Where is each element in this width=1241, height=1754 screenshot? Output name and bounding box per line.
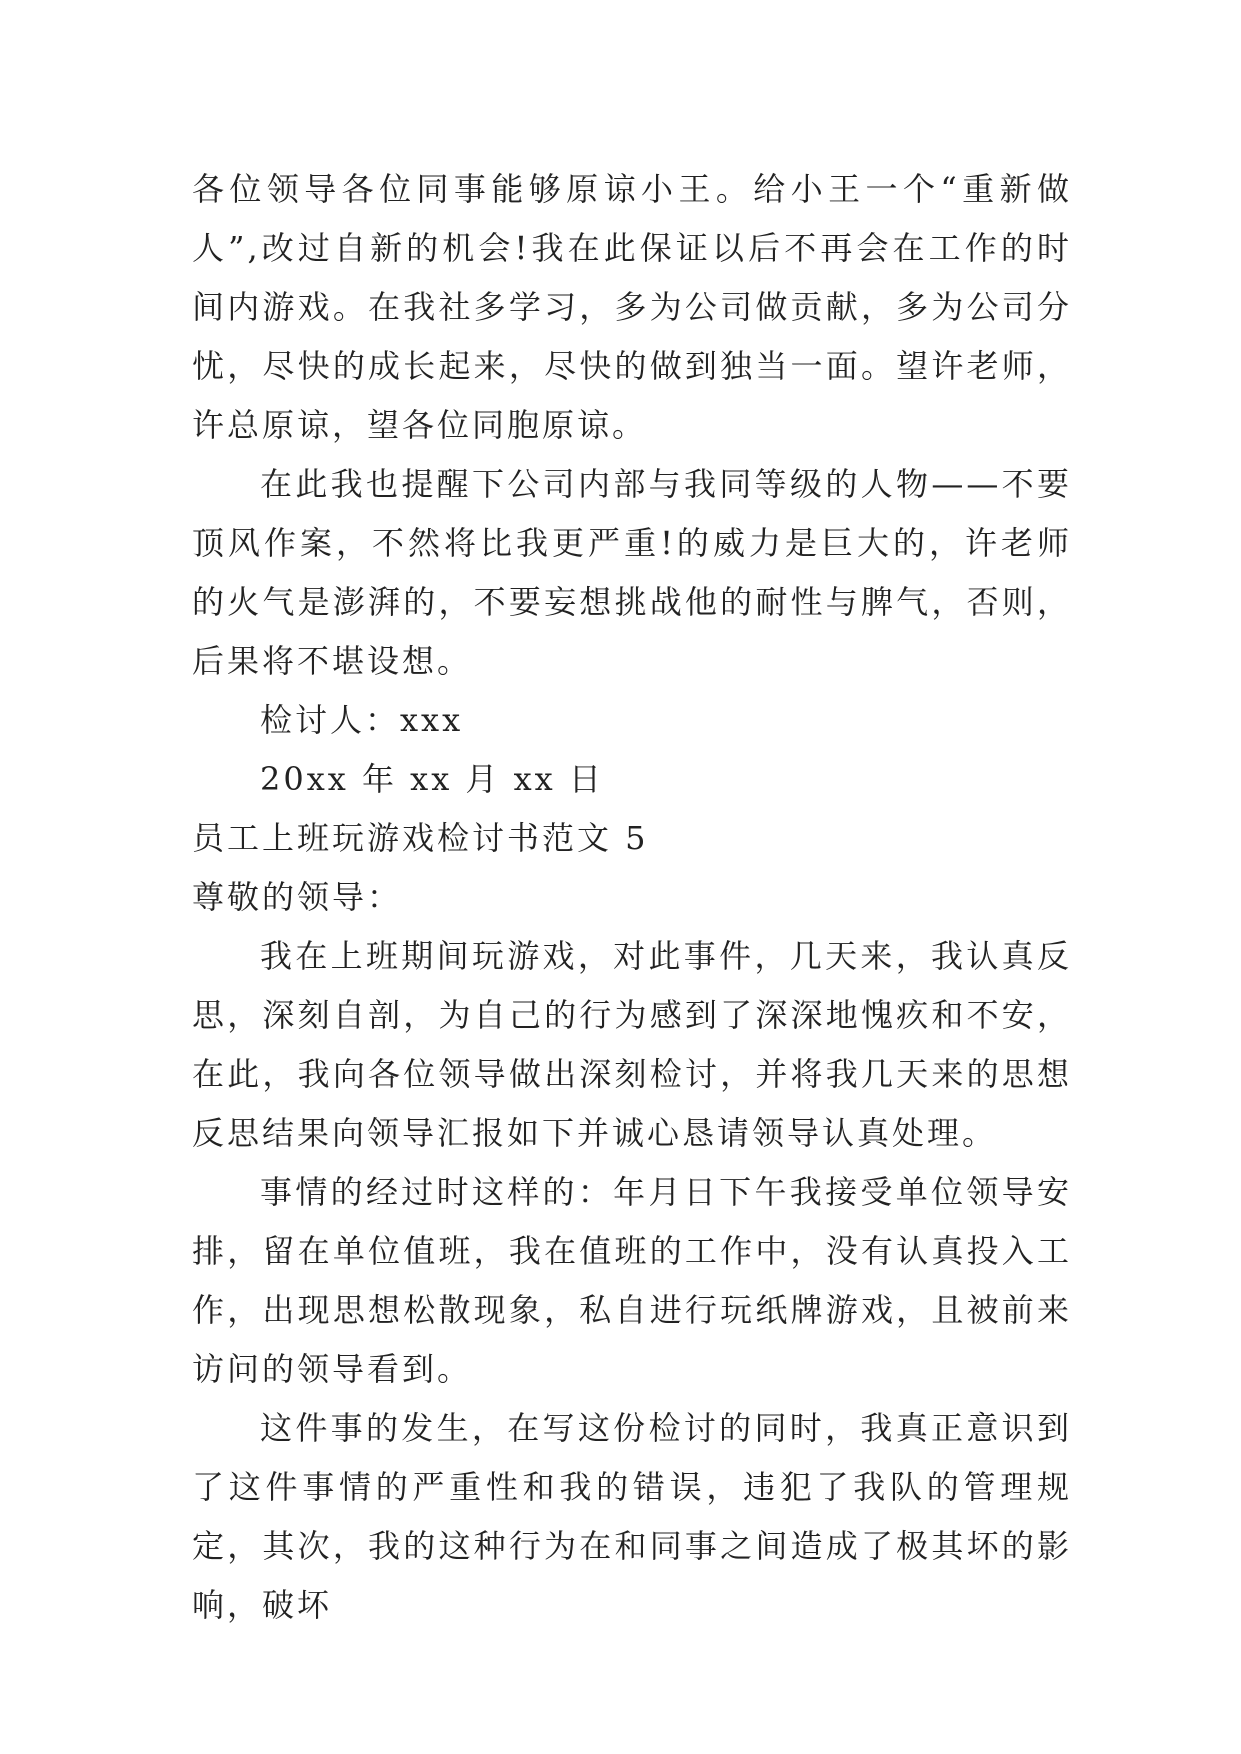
document-body (192, 160, 1072, 1635)
section-title: 员工上班玩游戏检讨书范文 5 (192, 819, 649, 857)
date-line: 20xx 年 xx 月 xx 日 (260, 760, 604, 798)
signer-line: 检讨人：xxx (260, 701, 464, 739)
paragraph-warning: 在此我也提醒下公司内部与我同等级的人物——不要顶风作案，不然将比我更严重!的威力是巨大的，许老师的火气是澎湃的，不要妄想挑战他的耐性与脾气，否则，后果将不堪设想。 (192, 465, 1072, 680)
paragraph-incident: 事情的经过时这样的：年月日下午我接受单位领导安排，留在单位值班，我在值班的工作中，没有认真投入工作，出现思想松散现象，私自进行玩纸牌游戏，且被前来访问的领导看到。 (192, 1173, 1072, 1388)
paragraph-apology-end: 各位领导各位同事能够原谅小王。给小王一个“重新做人”,改过自新的机会!我在此保证以后不再会在工作的时间内游戏。在我社多学习，多为公司做贡献，多为公司分忧，尽快的成长起来，尽快的做到独当一面。望许老师，许总原谅，望各位同胞原谅。 (192, 170, 1072, 444)
salutation: 尊敬的领导： (192, 878, 403, 916)
paragraph-consequence: 这件事的发生，在写这份检讨的同时，我真正意识到了这件事情的严重性和我的错误，违犯了我队的管理规定，其次，我的这种行为在和同事之间造成了极其坏的影响，破坏 (192, 1409, 1072, 1624)
paragraph-reflection: 我在上班期间玩游戏，对此事件，几天来，我认真反思，深刻自剖，为自己的行为感到了深深地愧疚和不安，在此，我向各位领导做出深刻检讨，并将我几天来的思想反思结果向领导汇报如下并诚心恳请领导认真处理。 (192, 937, 1072, 1152)
